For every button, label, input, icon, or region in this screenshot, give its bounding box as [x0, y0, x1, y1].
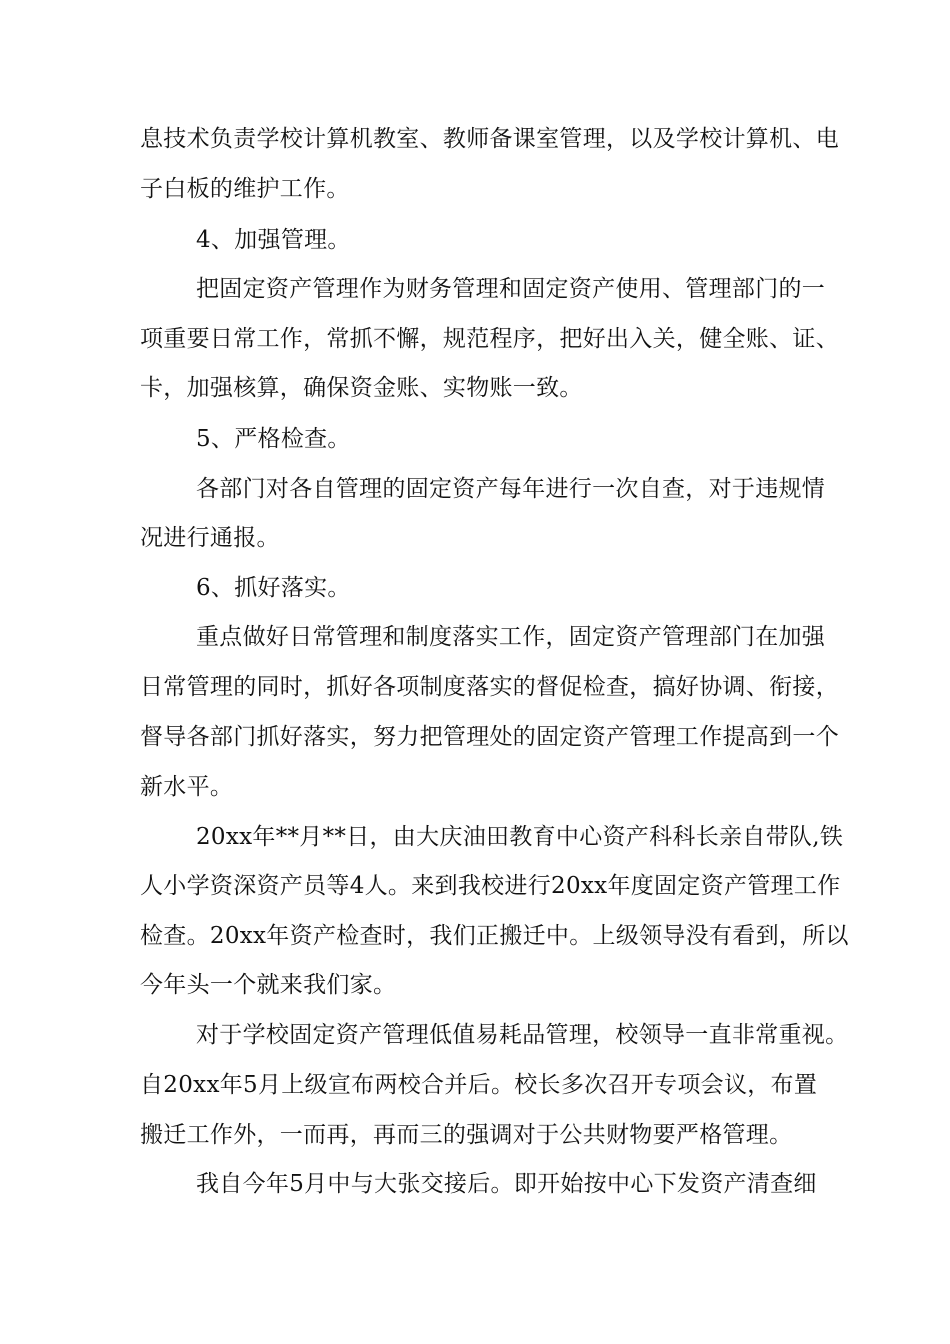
section-heading: 5、严格检查。 [196, 426, 351, 452]
text-line: 卡，加强核算，确保资金账、实物账一致。 [140, 375, 583, 401]
text-line: 人小学资深资产员等4人。来到我校进行20xx年度固定资产管理工作 [140, 873, 841, 899]
text-line: 20xx年**月**日，由大庆油田教育中心资产科科长亲自带队,铁 [196, 824, 844, 850]
text-line: 我自今年5月中与大张交接后。即开始按中心下发资产清查细 [196, 1171, 817, 1197]
text-line: 督导各部门抓好落实，努力把管理处的固定资产管理工作提高到一个 [140, 724, 839, 750]
section-heading: 6、抓好落实。 [196, 575, 351, 601]
text-line: 日常管理的同时，抓好各项制度落实的督促检查，搞好协调、衔接， [140, 674, 839, 700]
text-line: 重点做好日常管理和制度落实工作，固定资产管理部门在加强 [196, 624, 826, 650]
text-line: 息技术负责学校计算机教室、教师备课室管理，以及学校计算机、电 [140, 126, 839, 152]
text-line: 今年头一个就来我们家。 [140, 972, 397, 998]
text-line: 搬迁工作外，一而再，再而三的强调对于公共财物要严格管理。 [140, 1122, 793, 1148]
section-heading: 4、加强管理。 [196, 227, 351, 253]
text-line: 自20xx年5月上级宣布两校合并后。校长多次召开专项会议，布置 [140, 1072, 818, 1098]
text-line: 项重要日常工作，常抓不懈，规范程序，把好出入关，健全账、证、 [140, 326, 839, 352]
text-line: 对于学校固定资产管理低值易耗品管理，校领导一直非常重视。 [196, 1022, 849, 1048]
text-line: 子白板的维护工作。 [140, 176, 350, 202]
text-line: 把固定资产管理作为财务管理和固定资产使用、管理部门的一 [196, 276, 826, 302]
text-line: 各部门对各自管理的固定资产每年进行一次自查，对于违规情 [196, 476, 826, 502]
text-line: 检查。20xx年资产检查时，我们正搬迁中。上级领导没有看到，所以 [140, 923, 849, 949]
text-line: 新水平。 [140, 774, 234, 800]
text-line: 况进行通报。 [140, 525, 280, 551]
